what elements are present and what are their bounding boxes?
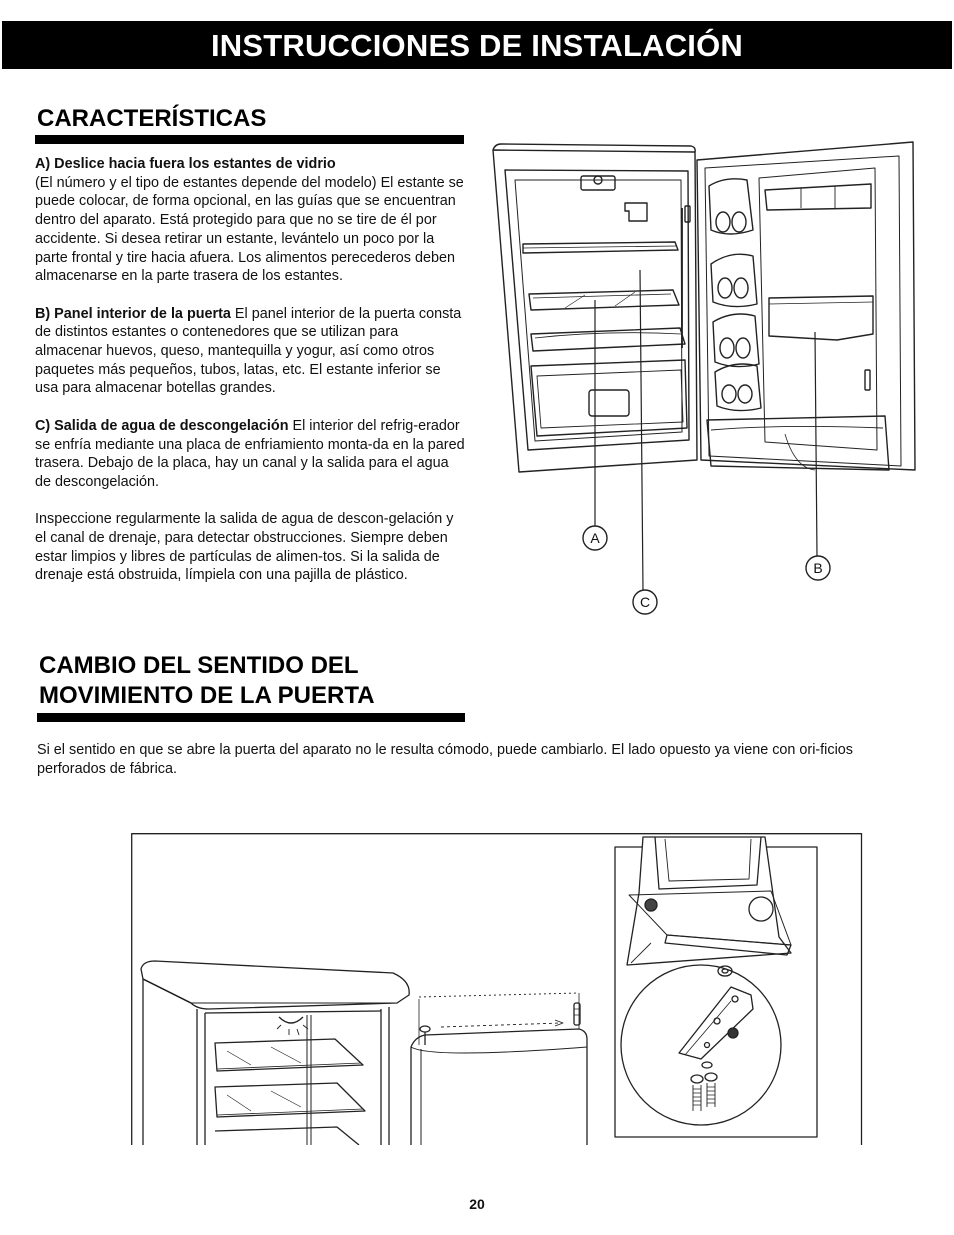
feature-b-body: El panel interior de la puerta consta de distintos estantes o contenedores que se utilizan para almacenar huevos, queso, mantequilla y yogur, así como otros paquetes más pequeños, tubos, latas, etc. El estante inferior se usa para almacenar botellas grandes.: [35, 305, 462, 397]
page-title: INSTRUCCIONES DE INSTALACIÓN: [2, 21, 952, 69]
feature-a: [35, 155, 465, 286]
feature-b-title: B) Panel interior de la puerta: [35, 305, 231, 322]
feature-c-title: C) Salida de agua de descongelación: [35, 417, 289, 434]
fridge-open-diagram: [485, 138, 920, 618]
page-number: 20: [469, 1196, 485, 1212]
inspect-paragraph: Inspeccione regularmente la salida de agua de descon-gelación y el canal de drenaje, para detectar obstrucciones. Siempre deben estar limpios y libres de partículas de alimen-tos. Si la salida de drenaje está obstruida, límpiela con una pajilla de plástico.: [35, 511, 454, 584]
feature-c-body: El interior del refrig-erador se enfría mediante una placa de enfriamiento monta-da en la pared trasera. Debajo de la placa, hay un canal y la salida para el agua de descongelación.: [35, 417, 465, 490]
feature-a-title: A) Deslice hacia fuera los estantes de vidrio: [35, 156, 336, 172]
features-heading: CARACTERÍSTICAS: [37, 105, 267, 132]
feature-c: [35, 417, 465, 492]
features-heading-rule: [35, 135, 464, 144]
feature-b: [35, 305, 465, 399]
door-reversal-heading: [39, 651, 375, 711]
callout-c-label: C: [639, 594, 651, 610]
feature-a-body: (El número y el tipo de estantes depende del modelo) El estante se puede colocar, de forma opcional, en las guías que se encuentran dentro del aparato. Está protegido para que no se tire de él por accidente. Si desea retirar un estante, levántelo un poco por la parte frontal y tire hacia afuera. Los alimentos perecederos deben almacenarse en la parte trasera de los estantes.: [35, 174, 464, 285]
callout-b-label: B: [813, 560, 823, 576]
features-text: [35, 155, 465, 604]
callout-a-label: A: [590, 530, 600, 546]
door-reversal-heading-rule: [37, 713, 465, 722]
door-reversal-diagram: [131, 833, 863, 1145]
door-reversal-intro: Si el sentido en que se abre la puerta del aparato no le resulta cómodo, puede cambiarlo. El lado opuesto ya viene con ori-ficios perforados de fábrica.: [37, 742, 853, 777]
door-reversal-heading-line2: MOVIMIENTO DE LA PUERTA: [39, 682, 375, 709]
door-reversal-heading-line1: CAMBIO DEL SENTIDO DEL: [39, 652, 359, 679]
